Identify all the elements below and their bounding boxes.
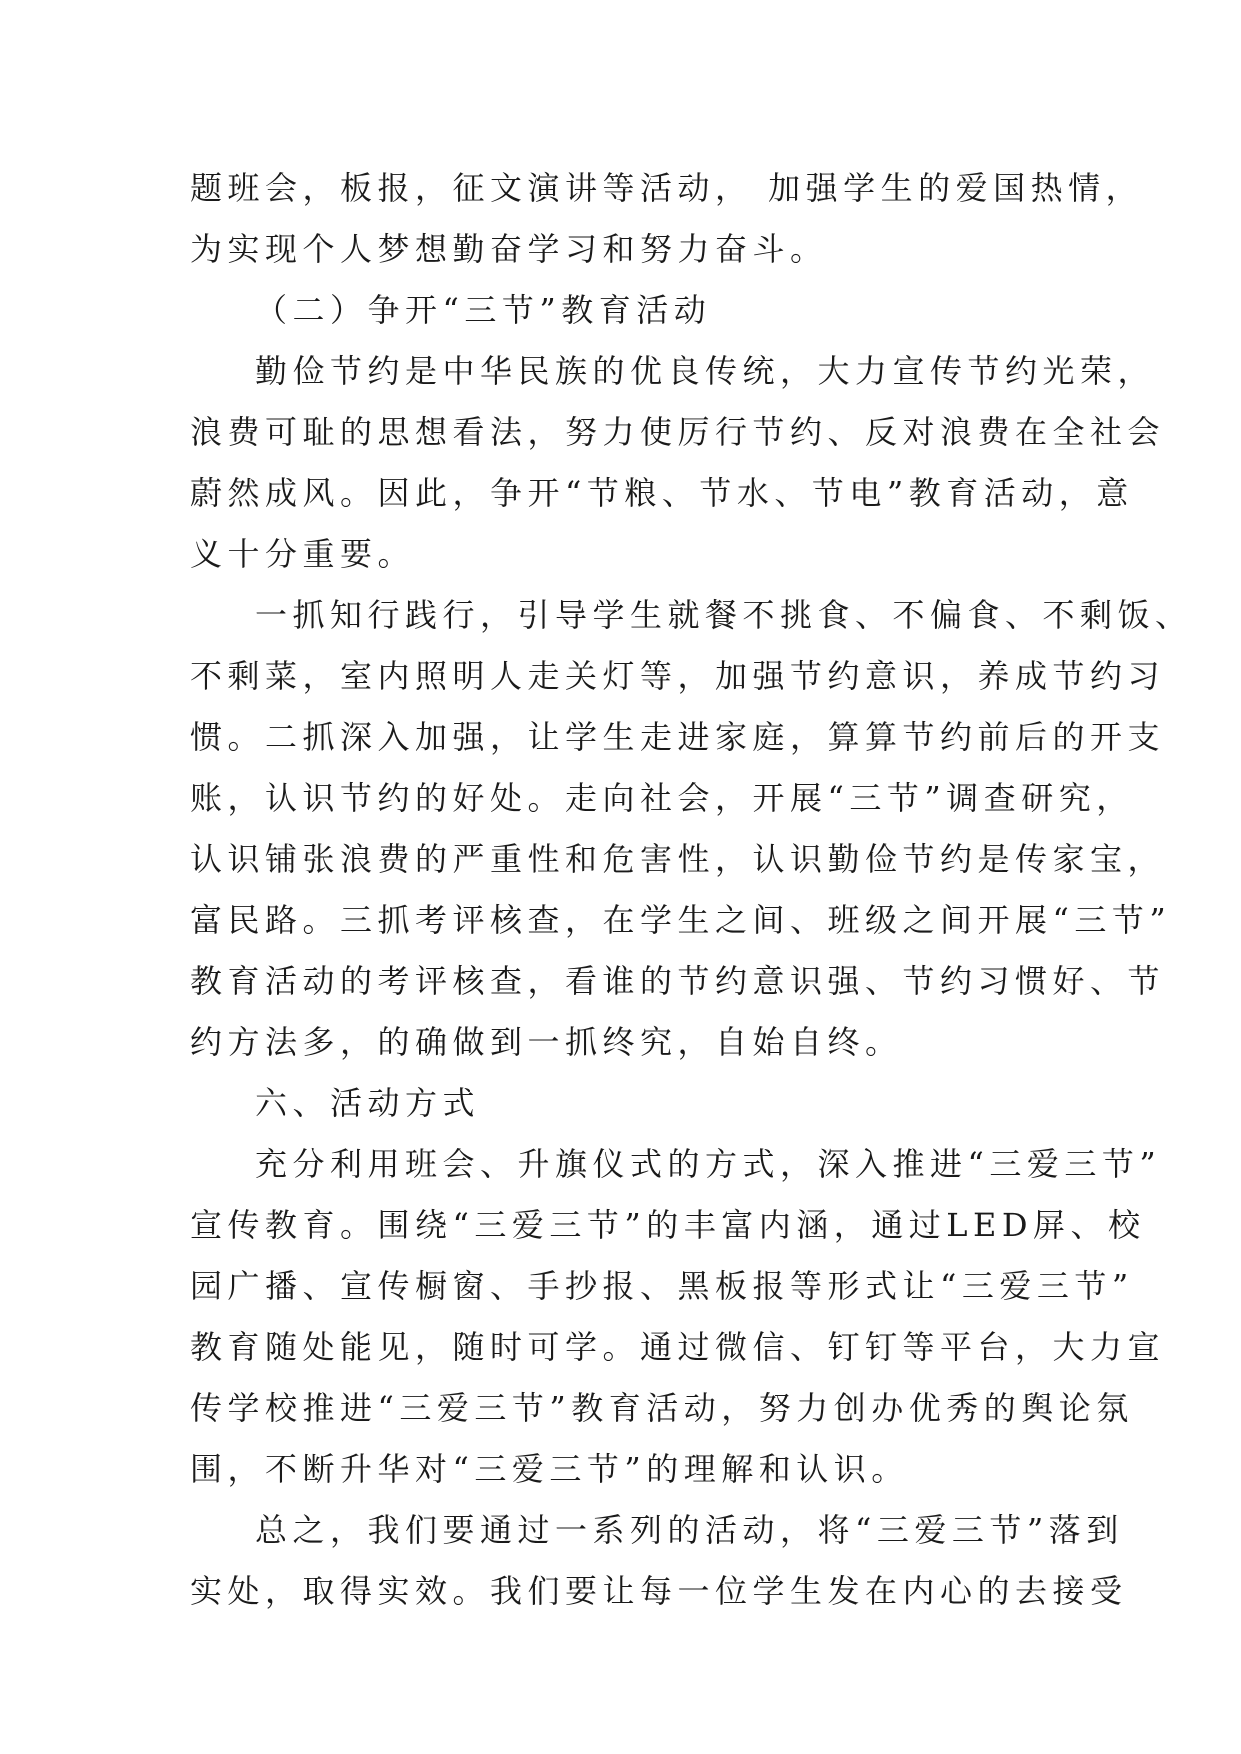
text-line: 认识铺张浪费的严重性和危害性，认识勤俭节约是传家宝， — [190, 840, 1166, 878]
text-line: 宣传教育。围绕“三爱三节”的丰富内涵，通过LED屏、校 — [190, 1206, 1146, 1244]
text-line: 惯。二抓深入加强，让学生走进家庭，算算节约前后的开支 — [190, 718, 1166, 756]
text-line: 教育随处能见，随时可学。通过微信、钉钉等平台，大力宣 — [190, 1328, 1166, 1366]
text-line: 园广播、宣传橱窗、手抄报、黑板报等形式让“三爱三节” — [190, 1267, 1134, 1305]
text-line: 为实现个人梦想勤奋学习和努力奋斗。 — [190, 230, 828, 268]
text-line: 账，认识节约的好处。走向社会，开展“三节”调查研究， — [190, 779, 1134, 817]
text-line: 约方法多，的确做到一抓终究，自始自终。 — [190, 1023, 903, 1061]
text-line: 不剩菜，室内照明人走关灯等，加强节约意识，养成节约习 — [190, 657, 1166, 695]
section-heading: （二）争开“三节”教育活动 — [255, 291, 712, 329]
text-line: 传学校推进“三爱三节”教育活动，努力创办优秀的舆论氛 — [190, 1389, 1134, 1427]
text-line: 一抓知行践行，引导学生就餐不挑食、不偏食、不剩饭、 — [255, 596, 1193, 634]
text-line: 充分利用班会、升旗仪式的方式，深入推进“三爱三节” — [255, 1145, 1162, 1183]
text-line: 义十分重要。 — [190, 535, 416, 573]
text-line: 富民路。三抓考评核查，在学生之间、班级之间开展“三节” — [190, 901, 1172, 939]
text-line: 蔚然成风。因此，争开“节粮、节水、节电”教育活动，意 — [190, 474, 1134, 512]
section-heading: 六、活动方式 — [255, 1084, 481, 1122]
text-line: 总之，我们要通过一系列的活动，将“三爱三节”落到 — [255, 1511, 1124, 1549]
text-line: 围，不断升华对“三爱三节”的理解和认识。 — [190, 1450, 909, 1488]
document-body — [190, 158, 1193, 1622]
text-line: 实处，取得实效。我们要让每一位学生发在内心的去接受 — [190, 1572, 1128, 1610]
text-line: 题班会，板报，征文演讲等活动， 加强学生的爱国热情， — [190, 169, 1144, 207]
text-line: 勤俭节约是中华民族的优良传统，大力宣传节约光荣， — [255, 352, 1156, 390]
text-line: 浪费可耻的思想看法，努力使厉行节约、反对浪费在全社会 — [190, 413, 1166, 451]
text-line: 教育活动的考评核查，看谁的节约意识强、节约习惯好、节 — [190, 962, 1166, 1000]
